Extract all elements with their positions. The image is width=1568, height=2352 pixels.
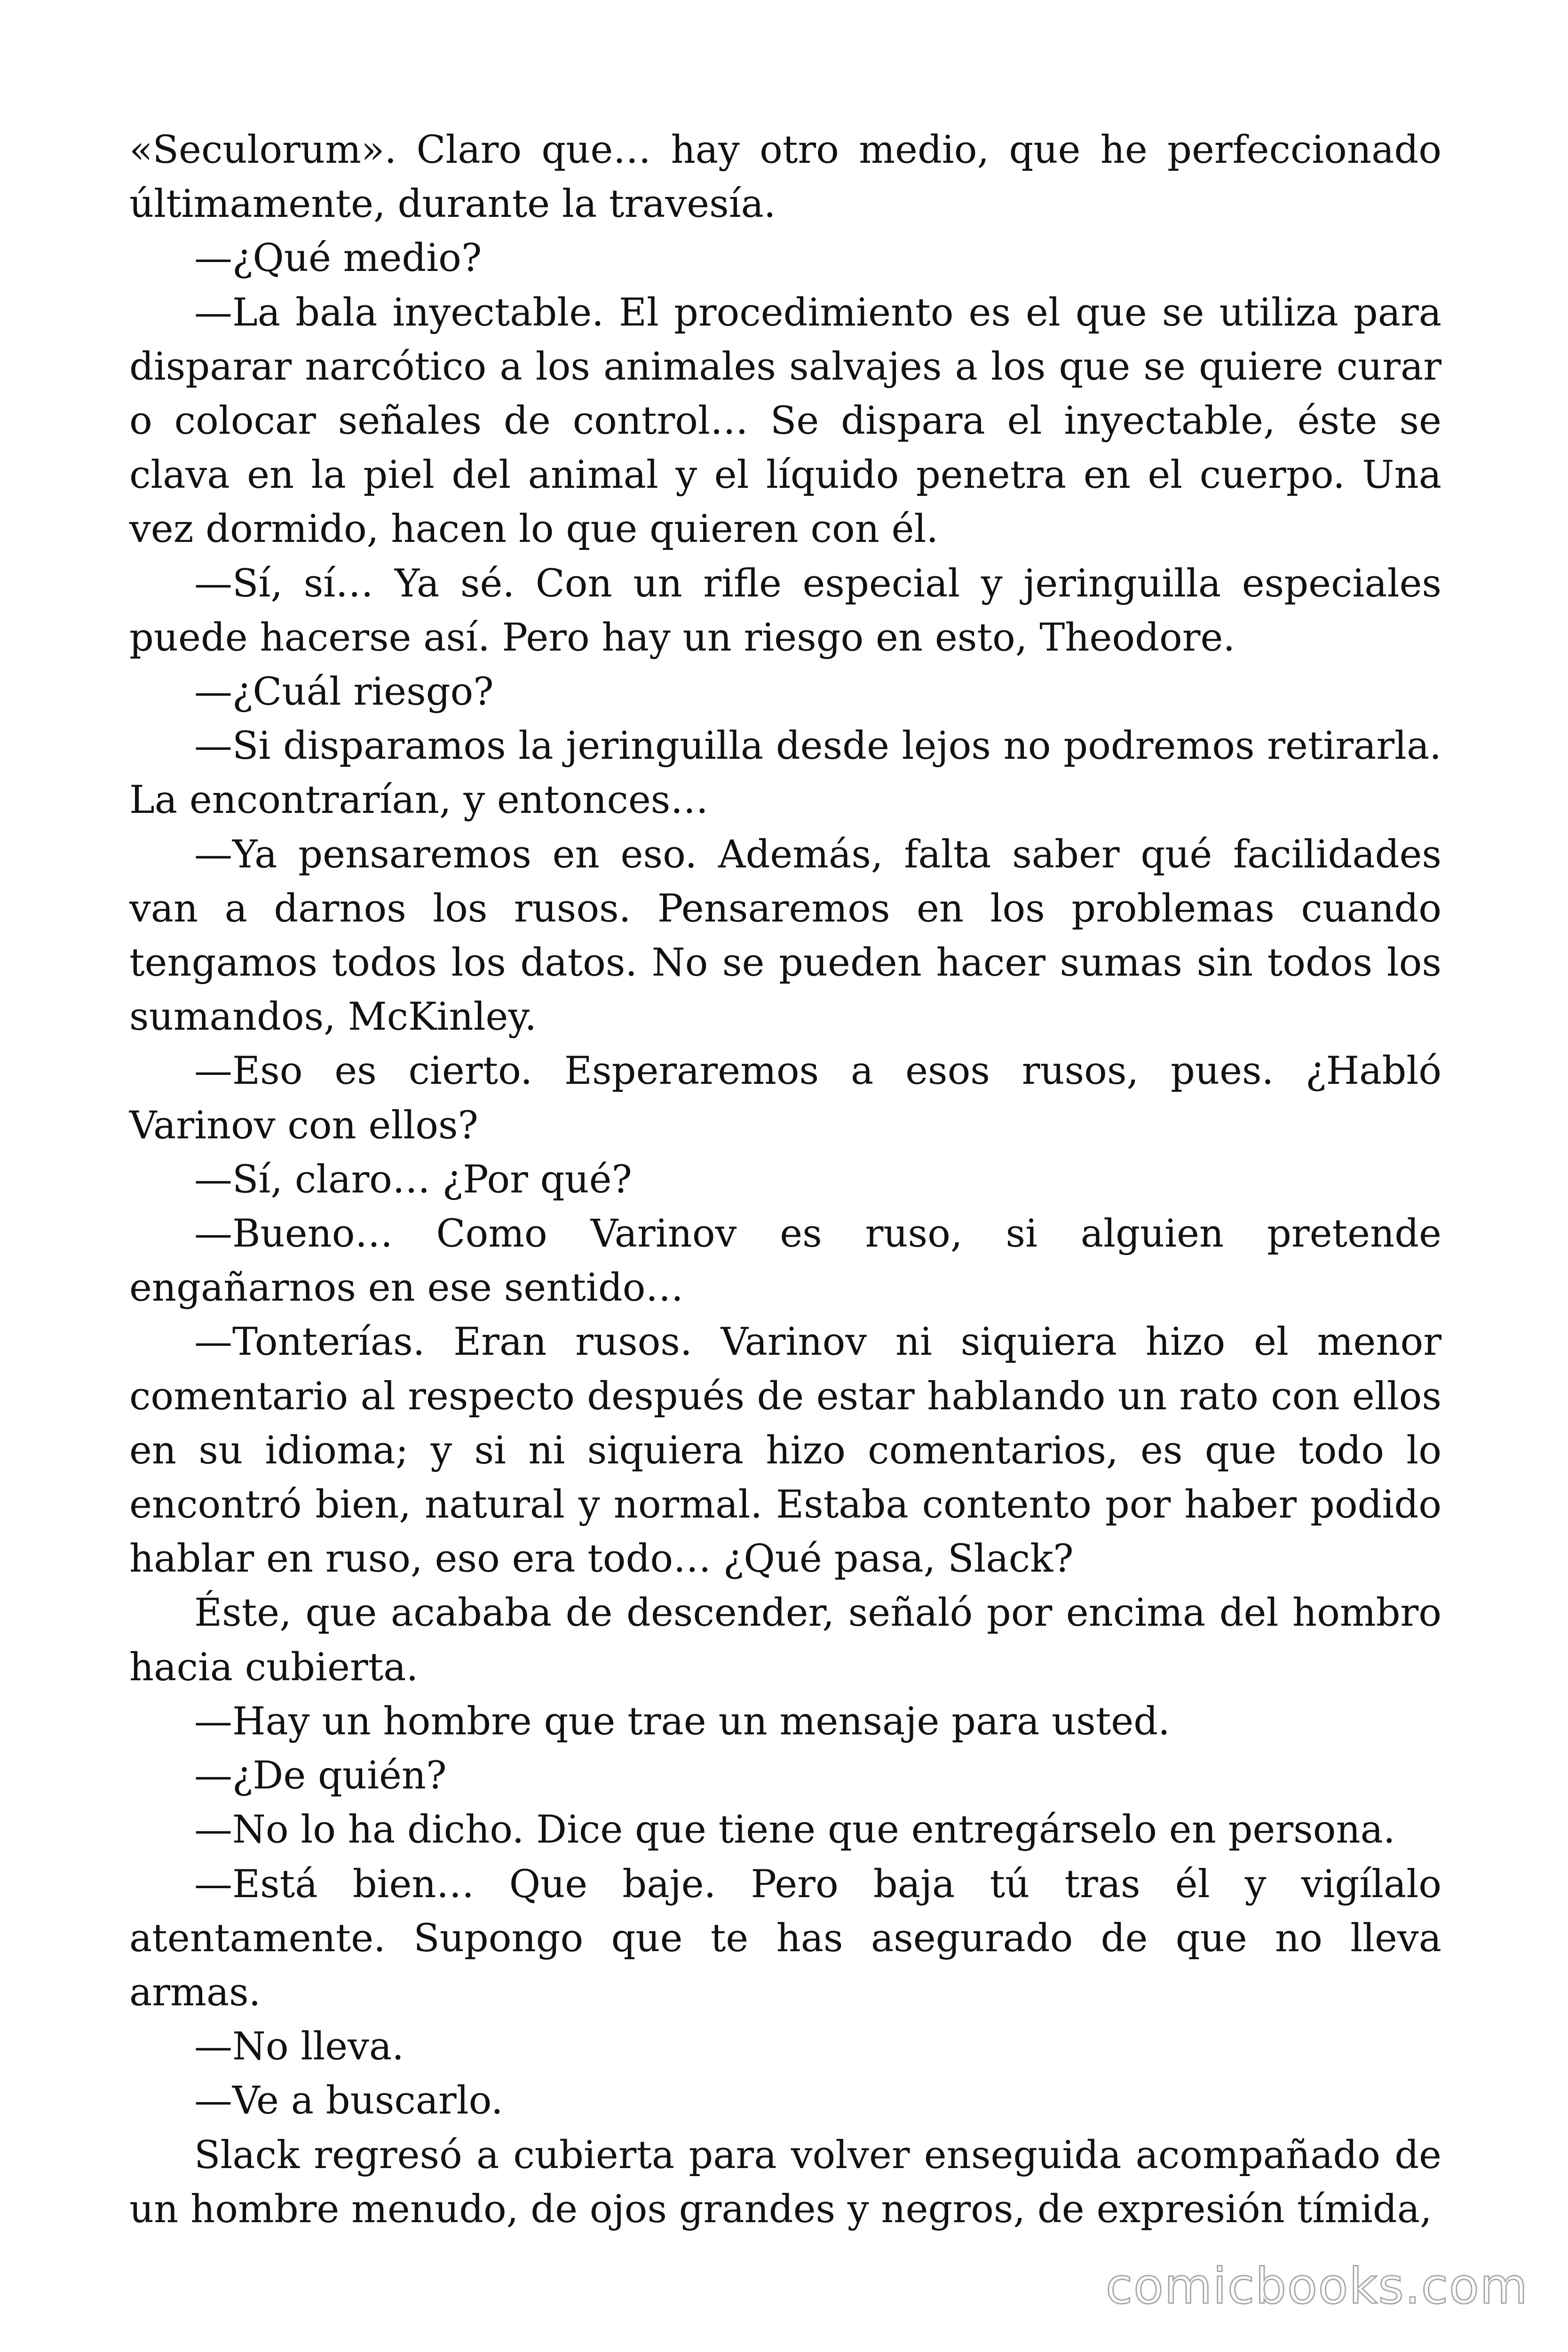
paragraph: —Eso es cierto. Esperaremos a esos rusos, pues. ¿Habló Varinov con ellos?: [129, 1049, 1441, 1148]
paragraph: —No lo ha dicho. Dice que tiene que entregárselo en persona.: [194, 1808, 1395, 1852]
paragraph: «Seculorum». Claro que… hay otro medio, que he perfeccionado últimamente, durante la travesía.: [129, 128, 1441, 227]
paragraph: —¿De quién?: [194, 1754, 447, 1798]
watermark: comicbooks.com: [1105, 2257, 1528, 2315]
paragraph: Éste, que acababa de descender, señaló por encima del hombro hacia cubierta.: [129, 1591, 1441, 1690]
paragraph: —Sí, sí… Ya sé. Con un rifle especial y jeringuilla especiales puede hacerse así. Pero hay un riesgo en esto, Theodore.: [129, 561, 1441, 660]
paragraph: —¿Qué medio?: [194, 236, 482, 281]
paragraph: —Ve a buscarlo.: [194, 2079, 503, 2123]
paragraph: —Bueno… Como Varinov es ruso, si alguien pretende engañarnos en ese sentido…: [129, 1212, 1441, 1311]
paragraph: —Si disparamos la jeringuilla desde lejos no podremos retirarla. La encontrarían, y entonces…: [129, 724, 1441, 823]
paragraph: —Tonterías. Eran rusos. Varinov ni siquiera hizo el menor comentario al respecto después de estar hablando un rato con ellos en su idioma; y si ni siquiera hizo comentarios, es que todo lo encontró bien, natural y normal. Estaba contento por haber podido hablar en ruso, eso era todo… ¿Qué pasa, Slack?: [129, 1320, 1441, 1581]
page-body: [129, 123, 1441, 2237]
paragraph: —Sí, claro… ¿Por qué?: [194, 1157, 632, 1202]
paragraph: —Ya pensaremos en eso. Además, falta saber qué facilidades van a darnos los rusos. Pensaremos en los problemas cuando tengamos todos los datos. No se pueden hacer sumas sin todos los sumandos, McKinley.: [129, 832, 1441, 1040]
paragraph: —No lleva.: [194, 2025, 404, 2069]
paragraph: —¿Cuál riesgo?: [194, 670, 494, 715]
paragraph: —Está bien… Que baje. Pero baja tú tras él y vigílalo atentamente. Supongo que te has asegurado de que no lleva armas.: [129, 1862, 1441, 2015]
paragraph: —Hay un hombre que trae un mensaje para usted.: [194, 1699, 1170, 1744]
paragraph: —La bala inyectable. El procedimiento es el que se utiliza para disparar narcótico a los animales salvajes a los que se quiere curar o colocar señales de control… Se dispara el inyectable, éste se clava en la piel del animal y el líquido penetra en el cuerpo. Una vez dormido, hacen lo que quieren con él.: [129, 290, 1441, 552]
paragraph: Slack regresó a cubierta para volver enseguida acompañado de un hombre menudo, de ojos grandes y negros, de expresión tímida,: [129, 2133, 1441, 2232]
